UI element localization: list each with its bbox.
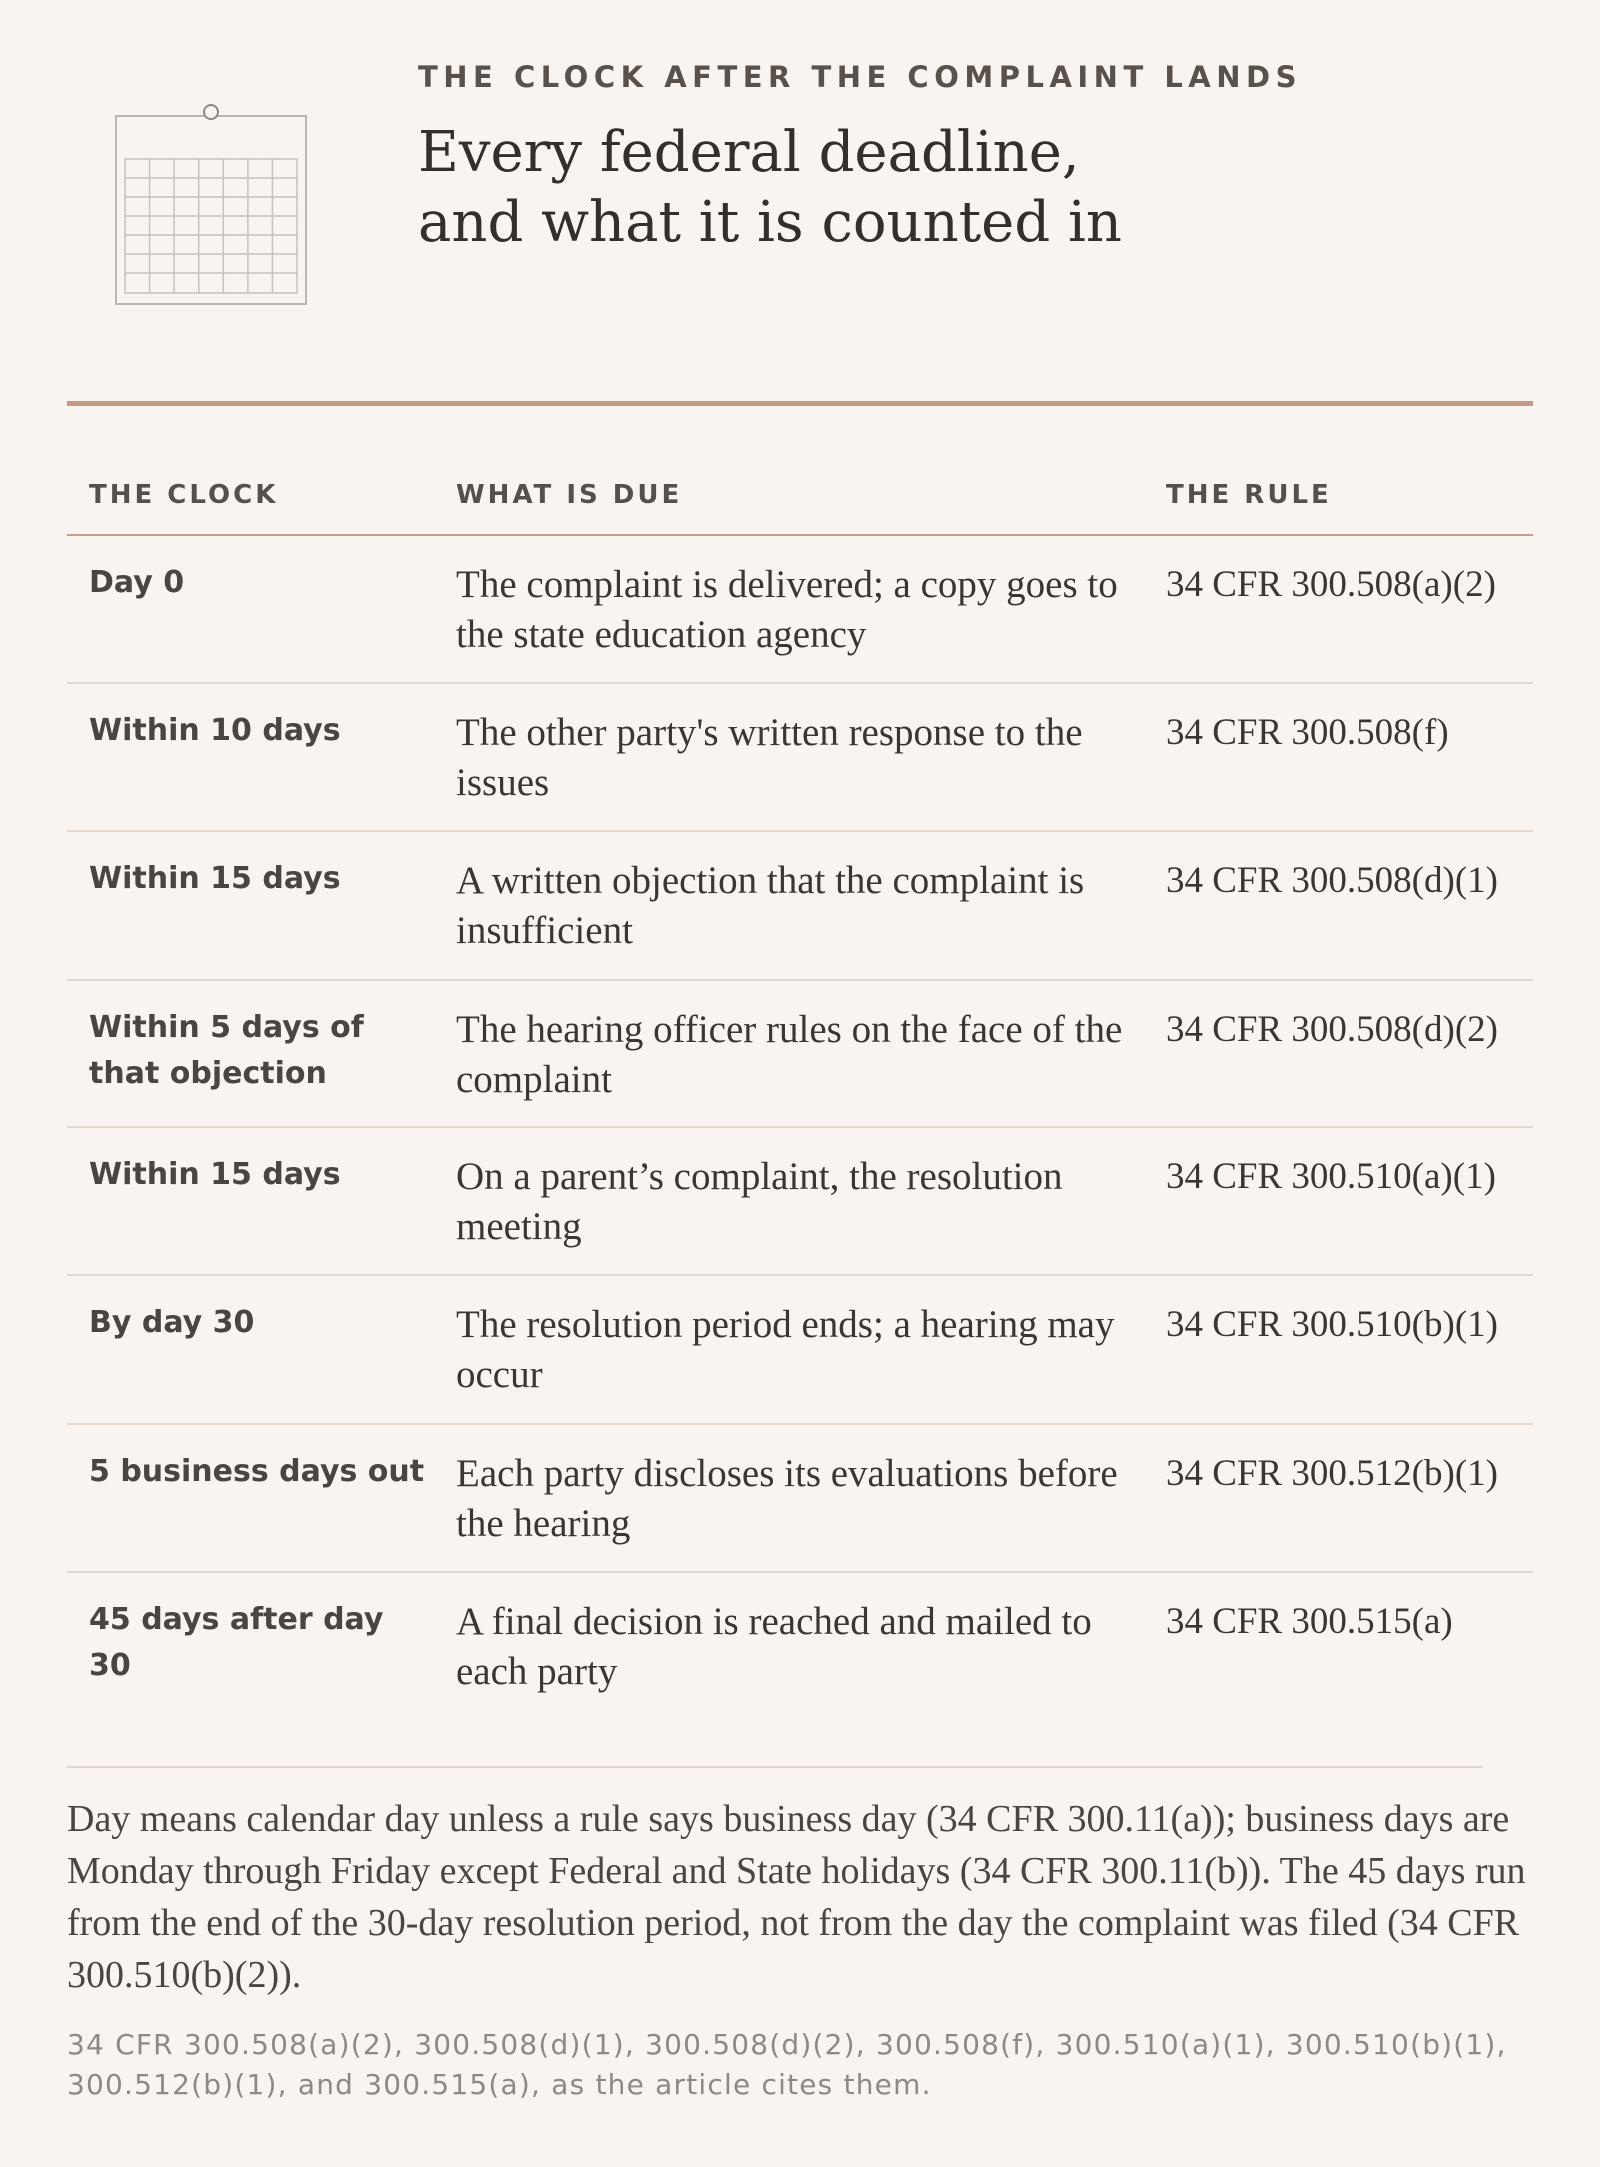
top-rule (67, 401, 1533, 406)
table-row (67, 1573, 1533, 1723)
due-cell: The other party's written response to the issues (456, 711, 1083, 804)
page-title (418, 118, 1418, 258)
clock-cell: By day 30 (89, 1305, 255, 1340)
clock-cell: Within 15 days (89, 861, 341, 896)
table-row (67, 1276, 1533, 1425)
eyebrow: THE CLOCK AFTER THE COMPLAINT LANDS (418, 60, 1302, 94)
column-header-clock: THE CLOCK (89, 480, 279, 510)
table-row (67, 684, 1533, 832)
clock-cell: Within 10 days (89, 713, 341, 748)
title-line-1: Every federal deadline, (418, 120, 1080, 185)
table-row (67, 832, 1533, 981)
source-note: 34 CFR 300.508(a)(2), 300.508(d)(1), 300.508(d)(2), 300.508(f), 300.510(a)(1), 300.510(b)(1), 300.512(b)(1), and 300.515(a), as the article cites them. (67, 2028, 1507, 2101)
rule-cell: 34 CFR 300.510(a)(1) (1166, 1156, 1496, 1197)
due-cell: The resolution period ends; a hearing may occur (456, 1303, 1115, 1396)
rule-cell: 34 CFR 300.510(b)(1) (1166, 1304, 1498, 1345)
clock-cell: Within 5 days of that objection (89, 1010, 364, 1091)
clock-cell: Day 0 (89, 565, 185, 600)
deadline-table (67, 470, 1533, 1723)
footnote: Day means calendar day unless a rule says business day (34 CFR 300.11(a)); business days are Monday through Friday except Federal and State holidays (34 CFR 300.11(b)). The 45 days run from the end of the 30-day resolution period, not from the day the complaint was filed (34 CFR 300.510(b)(2)). (67, 1798, 1526, 1996)
rule-cell: 34 CFR 300.508(f) (1166, 712, 1449, 753)
table-row (67, 536, 1533, 684)
rule-cell: 34 CFR 300.508(d)(2) (1166, 1009, 1498, 1050)
table-header (67, 470, 1533, 536)
rule-cell: 34 CFR 300.508(d)(1) (1166, 860, 1498, 901)
column-header-rule: THE RULE (1166, 480, 1332, 510)
table-row (67, 1128, 1533, 1276)
due-cell: The hearing officer rules on the face of the complaint (456, 1008, 1123, 1101)
due-cell: On a parent’s complaint, the resolution meeting (456, 1155, 1063, 1248)
clock-cell: 45 days after day 30 (89, 1602, 384, 1683)
due-cell: A final decision is reached and mailed to each party (456, 1600, 1092, 1693)
due-cell: A written objection that the complaint is insufficient (456, 859, 1085, 952)
table-row (67, 1425, 1533, 1573)
calendar-icon (113, 102, 309, 308)
clock-cell: 5 business days out (89, 1454, 425, 1489)
rule-cell: 34 CFR 300.512(b)(1) (1166, 1453, 1498, 1494)
rule-cell: 34 CFR 300.515(a) (1166, 1601, 1453, 1642)
table-row (67, 981, 1533, 1128)
due-cell: The complaint is delivered; a copy goes to the state education agency (456, 563, 1118, 656)
title-line-2: and what it is counted in (418, 190, 1122, 255)
footnote-divider (67, 1766, 1483, 1768)
due-cell: Each party discloses its evaluations before the hearing (456, 1452, 1118, 1545)
column-header-due: WHAT IS DUE (456, 480, 683, 510)
clock-cell: Within 15 days (89, 1157, 341, 1192)
rule-cell: 34 CFR 300.508(a)(2) (1166, 564, 1496, 605)
